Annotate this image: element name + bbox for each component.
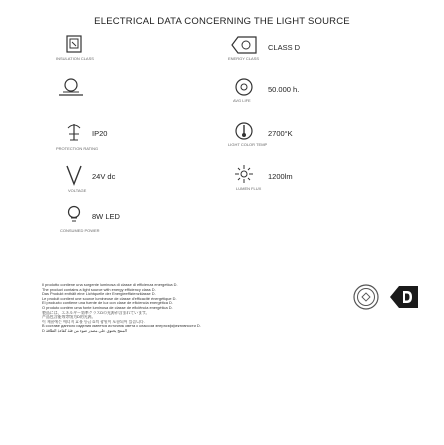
color-temperature-icon (228, 120, 260, 142)
protection-icon (55, 76, 87, 98)
statement-line: Das Produkt enthält eine Lichtquelle der Energieeffizienzklasse D. (42, 292, 156, 297)
luminous-flux-caption: LUMEN FLUX (236, 186, 262, 191)
power-caption: CONSUMED POWER (60, 228, 100, 233)
luminous-flux-value: 1200lm (268, 172, 293, 181)
light-bulb-icon (58, 204, 90, 226)
power-value: 8W LED (92, 212, 120, 221)
lamp-plug-icon (58, 122, 90, 144)
energy-class-icon (228, 34, 260, 56)
insulation-class-caption: INSULATION CLASS (56, 56, 94, 61)
luminous-flux-icon (228, 163, 260, 185)
voltage-icon (58, 164, 90, 186)
statement-line: Le produit contient une source lumineuse de classe d'efficacité énergétique D. (42, 296, 177, 301)
life-hours-icon (228, 76, 260, 98)
statement-line: 製品には、エネルギー効率クラスDの光源が含まれています。 (42, 310, 150, 315)
statement-line: O produto contém uma fonte luminosa de classe de eficiência energética D. (42, 305, 173, 310)
voltage-caption: VOLTAGE (68, 188, 87, 193)
energy-label-statement (42, 283, 322, 334)
protection-rating-caption: PROTECTION RATING (56, 146, 99, 151)
energy-label-circle-icon (352, 283, 380, 311)
life-hours-caption: AVG LIFE (233, 98, 251, 103)
energy-class-value: CLASS D (268, 43, 301, 52)
statement-line: В составе данного изделия имеется источник света с классом энергоэффективности D. (42, 324, 201, 329)
statement-line: The product contains a light source with energy efficiency class D. (42, 287, 156, 292)
voltage-value: 24V dc (92, 172, 116, 181)
color-temperature-caption: LIGHT COLOR TEMP (228, 142, 268, 147)
life-hours-value: 50.000 h. (268, 85, 300, 94)
insulation-class-icon (58, 34, 90, 56)
energy-class-d-badge-icon (388, 284, 420, 310)
statement-line: 产品包含能效等级为D的光源。 (42, 315, 96, 320)
statement-line: El producto contiene una fuente de luz con clase de eficiencia energética D. (42, 301, 173, 306)
statement-line: D المنتج يحتوي على مصدر ضوء من فئة كفاءة الطاقة (42, 328, 127, 333)
protection-rating-value: IP20 (92, 129, 108, 138)
energy-class-caption: ENERGY CLASS (228, 56, 260, 61)
color-temperature-value: 2700°K (268, 129, 293, 138)
page-title: ELECTRICAL DATA CONCERNING THE LIGHT SOURCE (94, 16, 350, 27)
statement-line: 이 제품에는 에너지 효율 등급 D의 광원이 포함되어 있습니다. (42, 319, 145, 324)
statement-line: Il prodotto contiene una sorgente luminosa di classe di efficienza energetica D. (42, 283, 178, 287)
